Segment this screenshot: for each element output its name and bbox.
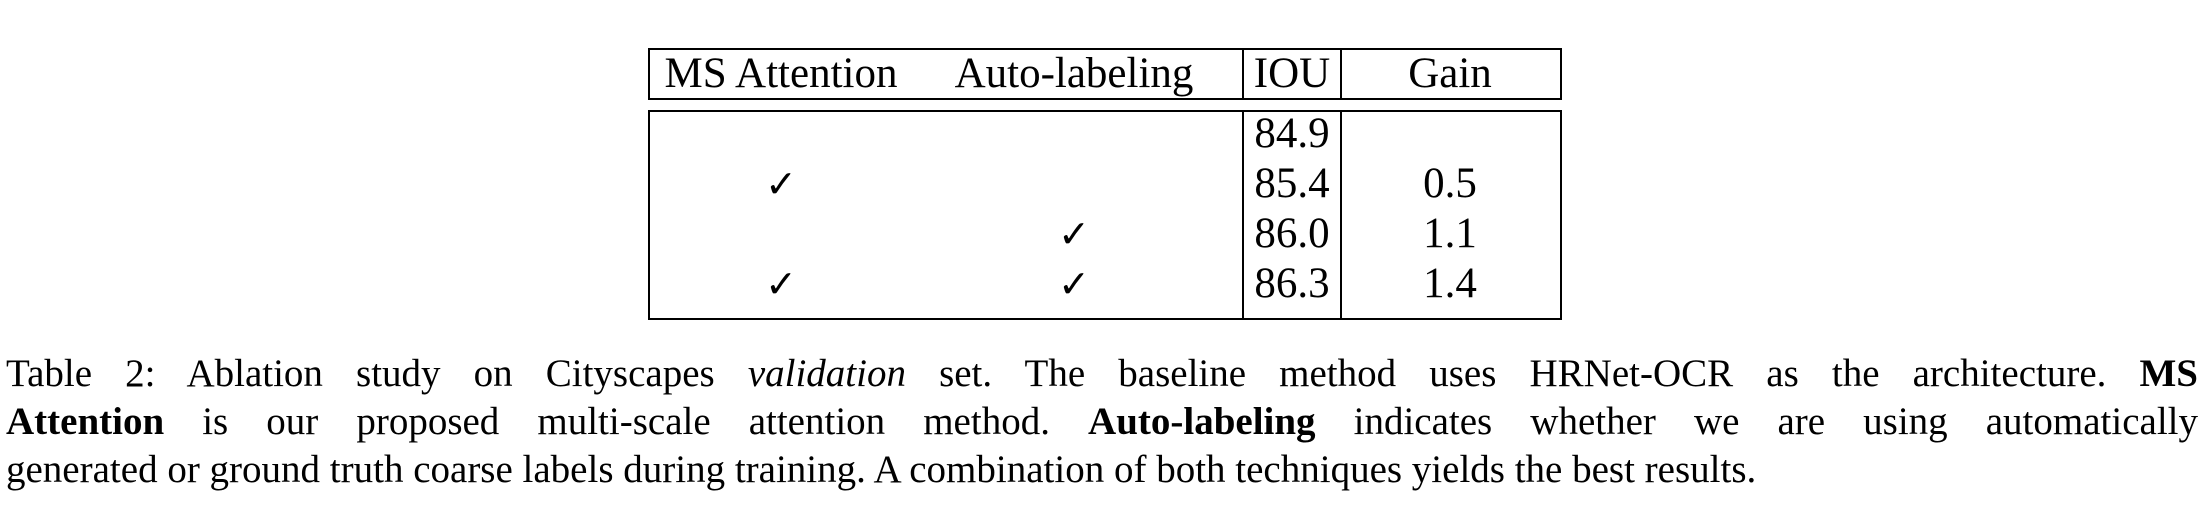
column-header-iou: IOU — [1253, 50, 1331, 97]
table-body — [648, 110, 1562, 320]
column-header-auto-labeling: Auto-labeling — [954, 50, 1194, 97]
caption-bold-term: Auto-labeling — [1088, 400, 1316, 443]
caption-line: Table 2: Ablation study on Cityscapes validation set. The baseline method uses HRNet-OCR as the architecture. MS — [6, 352, 2198, 395]
ms-attention-check: ✓ — [765, 162, 797, 206]
column-header-ms-attention: MS Attention — [664, 50, 898, 97]
iou-value: 84.9 — [1254, 110, 1330, 157]
caption-italic-term: validation — [747, 352, 906, 395]
table-caption — [6, 350, 2198, 494]
caption-bold-term: MS — [2139, 352, 2198, 395]
column-divider — [1340, 110, 1342, 320]
column-divider — [1242, 110, 1244, 320]
table-header — [648, 48, 1562, 100]
column-divider — [1242, 48, 1244, 100]
caption-line: Attention is our proposed multi-scale attention method. Auto-labeling indicates whether we are using automatically — [6, 400, 2198, 443]
gain-value — [1344, 110, 1556, 158]
ms-attention-check — [656, 210, 906, 258]
gain-value: 0.5 — [1423, 160, 1477, 207]
caption-bold-term: Attention — [6, 400, 165, 443]
auto-labeling-check: ✓ — [1058, 212, 1090, 256]
column-divider — [1340, 48, 1342, 100]
iou-value: 85.4 — [1254, 160, 1330, 207]
column-header-gain: Gain — [1408, 50, 1492, 97]
auto-labeling-check — [912, 160, 1236, 208]
auto-labeling-check: ✓ — [1058, 262, 1090, 306]
gain-value: 1.1 — [1423, 210, 1477, 257]
ms-attention-check: ✓ — [765, 262, 797, 306]
ms-attention-check — [656, 110, 906, 158]
iou-value: 86.3 — [1254, 260, 1330, 307]
auto-labeling-check — [912, 110, 1236, 158]
gain-value: 1.4 — [1423, 260, 1477, 307]
caption-line: generated or ground truth coarse labels during training. A combination of both techniques yields the best results. — [6, 448, 1757, 491]
iou-value: 86.0 — [1254, 210, 1330, 257]
